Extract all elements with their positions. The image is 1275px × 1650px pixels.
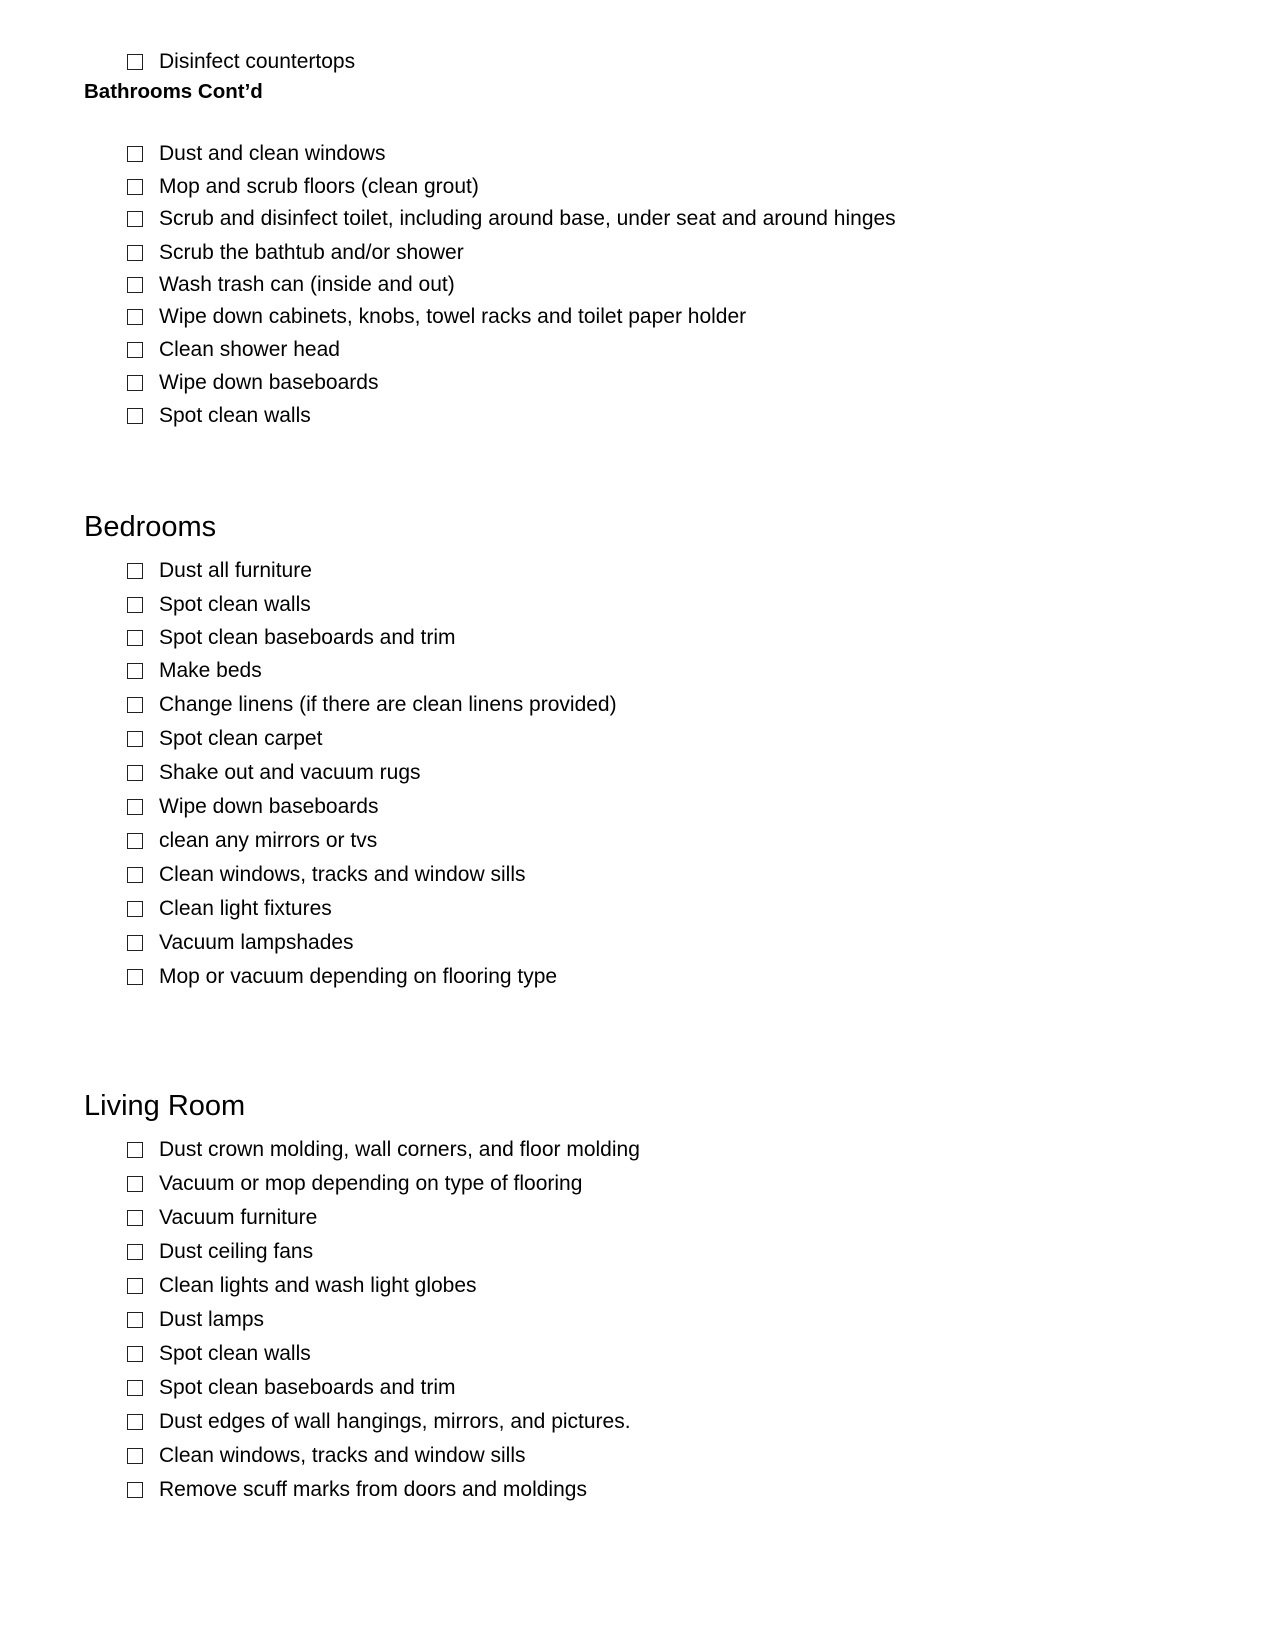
checkbox[interactable] xyxy=(127,309,143,325)
item-label: Dust crown molding, wall corners, and floor molding xyxy=(159,1138,640,1161)
checkbox[interactable] xyxy=(127,211,143,227)
checklist-item[interactable] xyxy=(127,928,354,958)
checklist-item[interactable] xyxy=(127,1305,264,1335)
checklist-item[interactable] xyxy=(127,556,312,586)
checkbox[interactable] xyxy=(127,901,143,917)
checkbox[interactable] xyxy=(127,935,143,951)
item-label: Clean windows, tracks and window sills xyxy=(159,863,526,886)
checklist-item[interactable] xyxy=(127,1135,640,1165)
checkbox[interactable] xyxy=(127,1176,143,1192)
item-label: Dust ceiling fans xyxy=(159,1240,314,1263)
item-label: Spot clean baseboards and trim xyxy=(159,626,456,649)
checklist-item[interactable] xyxy=(127,1407,631,1437)
item-label: Vacuum lampshades xyxy=(159,931,354,954)
checklist-item[interactable] xyxy=(127,47,355,77)
checklist-item[interactable] xyxy=(127,792,378,822)
checklist-item[interactable] xyxy=(127,1373,456,1403)
checkbox[interactable] xyxy=(127,1482,143,1498)
checkbox[interactable] xyxy=(127,54,143,70)
item-label: Clean windows, tracks and window sills xyxy=(159,1444,526,1467)
checkbox[interactable] xyxy=(127,375,143,391)
item-label: Wipe down baseboards xyxy=(159,795,379,818)
checkbox[interactable] xyxy=(127,969,143,985)
item-label: Spot clean walls xyxy=(159,593,311,616)
checkbox[interactable] xyxy=(127,1448,143,1464)
item-label: Dust edges of wall hangings, mirrors, and pictures. xyxy=(159,1410,631,1433)
checklist-item[interactable] xyxy=(127,962,557,992)
item-label: Clean light fixtures xyxy=(159,897,332,920)
item-label: Disinfect countertops xyxy=(159,50,356,73)
checklist-item[interactable] xyxy=(127,1271,477,1301)
checkbox[interactable] xyxy=(127,1142,143,1158)
item-label: Shake out and vacuum rugs xyxy=(159,761,421,784)
item-label: Wipe down baseboards xyxy=(159,371,379,394)
item-label: Remove scuff marks from doors and moldings xyxy=(159,1478,587,1501)
checklist-item[interactable] xyxy=(127,656,262,686)
checkbox[interactable] xyxy=(127,697,143,713)
item-label: Wash trash can (inside and out) xyxy=(159,273,455,296)
checkbox[interactable] xyxy=(127,1346,143,1362)
checklist-item[interactable] xyxy=(127,204,896,234)
checklist-item[interactable] xyxy=(127,1203,317,1233)
item-label: Scrub the bathtub and/or shower xyxy=(159,241,464,264)
checkbox[interactable] xyxy=(127,342,143,358)
checkbox[interactable] xyxy=(127,630,143,646)
item-label: Spot clean baseboards and trim xyxy=(159,1376,456,1399)
checkbox[interactable] xyxy=(127,833,143,849)
checkbox[interactable] xyxy=(127,146,143,162)
item-label: Clean lights and wash light globes xyxy=(159,1274,477,1297)
checklist-item[interactable] xyxy=(127,894,332,924)
item-label: Make beds xyxy=(159,659,262,682)
checkbox[interactable] xyxy=(127,731,143,747)
checkbox[interactable] xyxy=(127,765,143,781)
item-label: Vacuum or mop depending on type of flooring xyxy=(159,1172,583,1195)
checkbox[interactable] xyxy=(127,277,143,293)
item-label: Dust all furniture xyxy=(159,559,312,582)
checklist-item[interactable] xyxy=(127,860,526,890)
item-label: Spot clean walls xyxy=(159,1342,311,1365)
checklist-item[interactable] xyxy=(127,1237,313,1267)
checklist-item[interactable] xyxy=(127,270,455,300)
checklist-item[interactable] xyxy=(127,401,311,431)
checklist-item[interactable] xyxy=(127,1339,311,1369)
item-label: Dust and clean windows xyxy=(159,142,386,165)
checklist-item[interactable] xyxy=(127,172,479,202)
checklist-item[interactable] xyxy=(127,623,456,653)
checkbox[interactable] xyxy=(127,245,143,261)
checkbox[interactable] xyxy=(127,1312,143,1328)
item-label: Mop and scrub floors (clean grout) xyxy=(159,175,479,198)
checkbox[interactable] xyxy=(127,1210,143,1226)
checklist-item[interactable] xyxy=(127,724,322,754)
section-heading-bathrooms: Bathrooms Cont’d xyxy=(84,80,263,103)
item-label: Dust lamps xyxy=(159,1308,265,1331)
item-label: Wipe down cabinets, knobs, towel racks and toilet paper holder xyxy=(159,305,747,328)
item-label: Spot clean walls xyxy=(159,404,311,427)
checklist-item[interactable] xyxy=(127,1475,587,1505)
checkbox[interactable] xyxy=(127,1244,143,1260)
checklist-item[interactable] xyxy=(127,139,385,169)
checkbox[interactable] xyxy=(127,597,143,613)
checkbox[interactable] xyxy=(127,1380,143,1396)
checklist-item[interactable] xyxy=(127,826,377,856)
checklist-item[interactable] xyxy=(127,1441,526,1471)
checklist-item[interactable] xyxy=(127,690,617,720)
checkbox[interactable] xyxy=(127,563,143,579)
item-label: Clean shower head xyxy=(159,338,340,361)
checklist-item[interactable] xyxy=(127,590,311,620)
item-label: Vacuum furniture xyxy=(159,1206,318,1229)
checkbox[interactable] xyxy=(127,867,143,883)
item-label: Mop or vacuum depending on flooring type xyxy=(159,965,558,988)
checkbox[interactable] xyxy=(127,663,143,679)
section-heading-living-room: Living Room xyxy=(84,1090,246,1122)
item-label: Spot clean carpet xyxy=(159,727,323,750)
item-label: Scrub and disinfect toilet, including around base, under seat and around hinges xyxy=(159,207,896,230)
checklist-item[interactable] xyxy=(127,368,378,398)
checkbox[interactable] xyxy=(127,1414,143,1430)
item-label: Change linens (if there are clean linens provided) xyxy=(159,693,617,716)
checklist-item[interactable] xyxy=(127,758,421,788)
checklist-item[interactable] xyxy=(127,302,746,332)
checklist-item[interactable] xyxy=(127,1169,582,1199)
checkbox[interactable] xyxy=(127,179,143,195)
checkbox[interactable] xyxy=(127,408,143,424)
checkbox[interactable] xyxy=(127,1278,143,1294)
checklist-item[interactable] xyxy=(127,238,464,268)
checkbox[interactable] xyxy=(127,799,143,815)
section-heading-bedrooms: Bedrooms xyxy=(84,511,217,543)
checklist-item[interactable] xyxy=(127,335,340,365)
item-label: clean any mirrors or tvs xyxy=(159,829,378,852)
